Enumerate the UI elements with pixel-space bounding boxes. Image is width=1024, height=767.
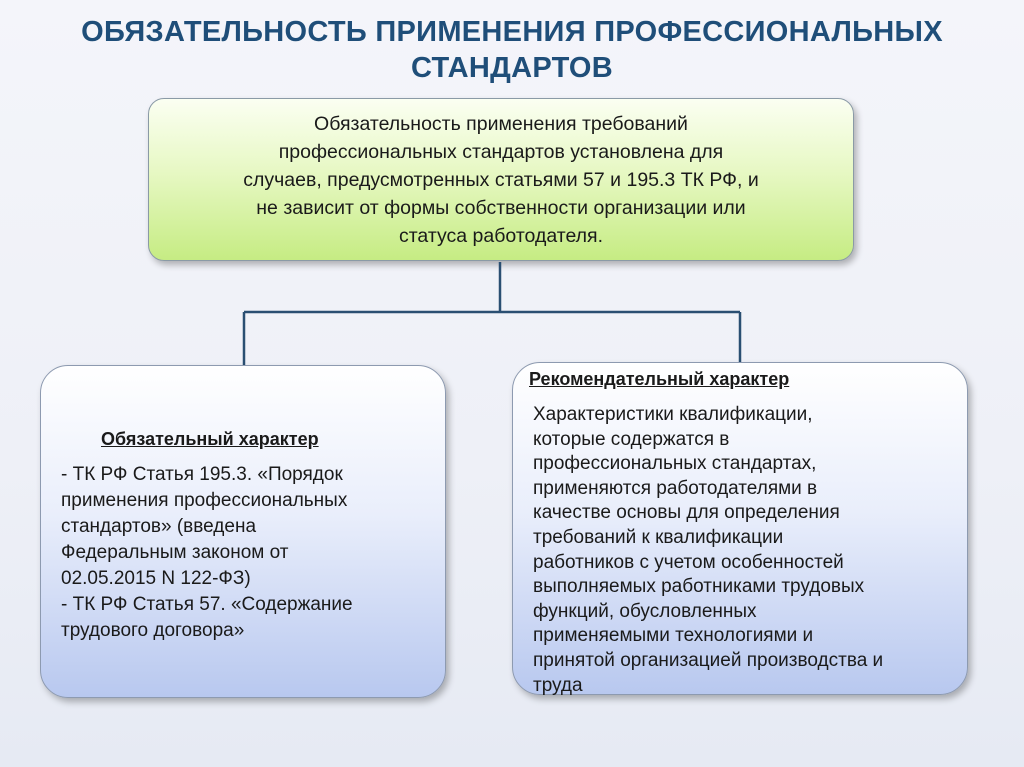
recommendatory-line: качестве основы для определения xyxy=(533,502,840,524)
mandatory-line: - ТК РФ Статья 57. «Содержание xyxy=(61,594,353,615)
slide-title-line-1: ОБЯЗАТЕЛЬНОСТЬ ПРИМЕНЕНИЯ ПРОФЕССИОНАЛЬНЫХ xyxy=(81,16,943,48)
mandatory-line: применения профессиональных xyxy=(61,490,348,511)
recommendatory-body xyxy=(533,403,965,698)
top-statement-line: статуса работодателя. xyxy=(398,224,604,247)
top-statement-line: Обязательность применения требований xyxy=(314,112,688,135)
mandatory-body xyxy=(61,462,431,644)
recommendatory-line: которые содержатся в xyxy=(533,428,730,450)
recommendatory-line: функций, обусловленных xyxy=(533,600,757,622)
slide-title-line-2: СТАНДАРТОВ xyxy=(410,52,614,84)
recommendatory-heading: Рекомендательный характер xyxy=(529,369,790,389)
mandatory-line: 02.05.2015 N 122-ФЗ) xyxy=(61,568,251,589)
recommendatory-line: выполняемых работниками трудовых xyxy=(533,576,865,598)
mandatory-line: трудового договора» xyxy=(61,620,245,641)
recommendatory-nature-box xyxy=(512,362,968,695)
recommendatory-line: работников с учетом особенностей xyxy=(533,551,844,573)
top-statement-line: профессиональных стандартов установлена для xyxy=(278,140,724,163)
recommendatory-line: применяются работодателями в xyxy=(533,477,818,499)
recommendatory-line: принятой организацией производства и xyxy=(533,649,884,671)
recommendatory-line: требований к квалификации xyxy=(533,526,784,548)
recommendatory-line: Характеристики квалификации, xyxy=(533,404,813,425)
mandatory-heading: Обязательный характер xyxy=(101,429,319,449)
recommendatory-line: применяемыми технологиями и xyxy=(533,625,814,647)
top-statement-line: случаев, предусмотренных статьями 57 и 195.3 ТК РФ, и xyxy=(243,168,759,191)
mandatory-line: стандартов» (введена xyxy=(61,516,257,537)
mandatory-line: - ТК РФ Статья 195.3. «Порядок xyxy=(61,464,343,485)
recommendatory-line: профессиональных стандартах, xyxy=(533,453,817,475)
top-statement-line: не зависит от формы собственности организации или xyxy=(256,196,746,219)
mandatory-line: Федеральным законом от xyxy=(61,542,289,563)
mandatory-nature-box xyxy=(40,365,446,698)
recommendatory-line: труда xyxy=(533,674,583,696)
